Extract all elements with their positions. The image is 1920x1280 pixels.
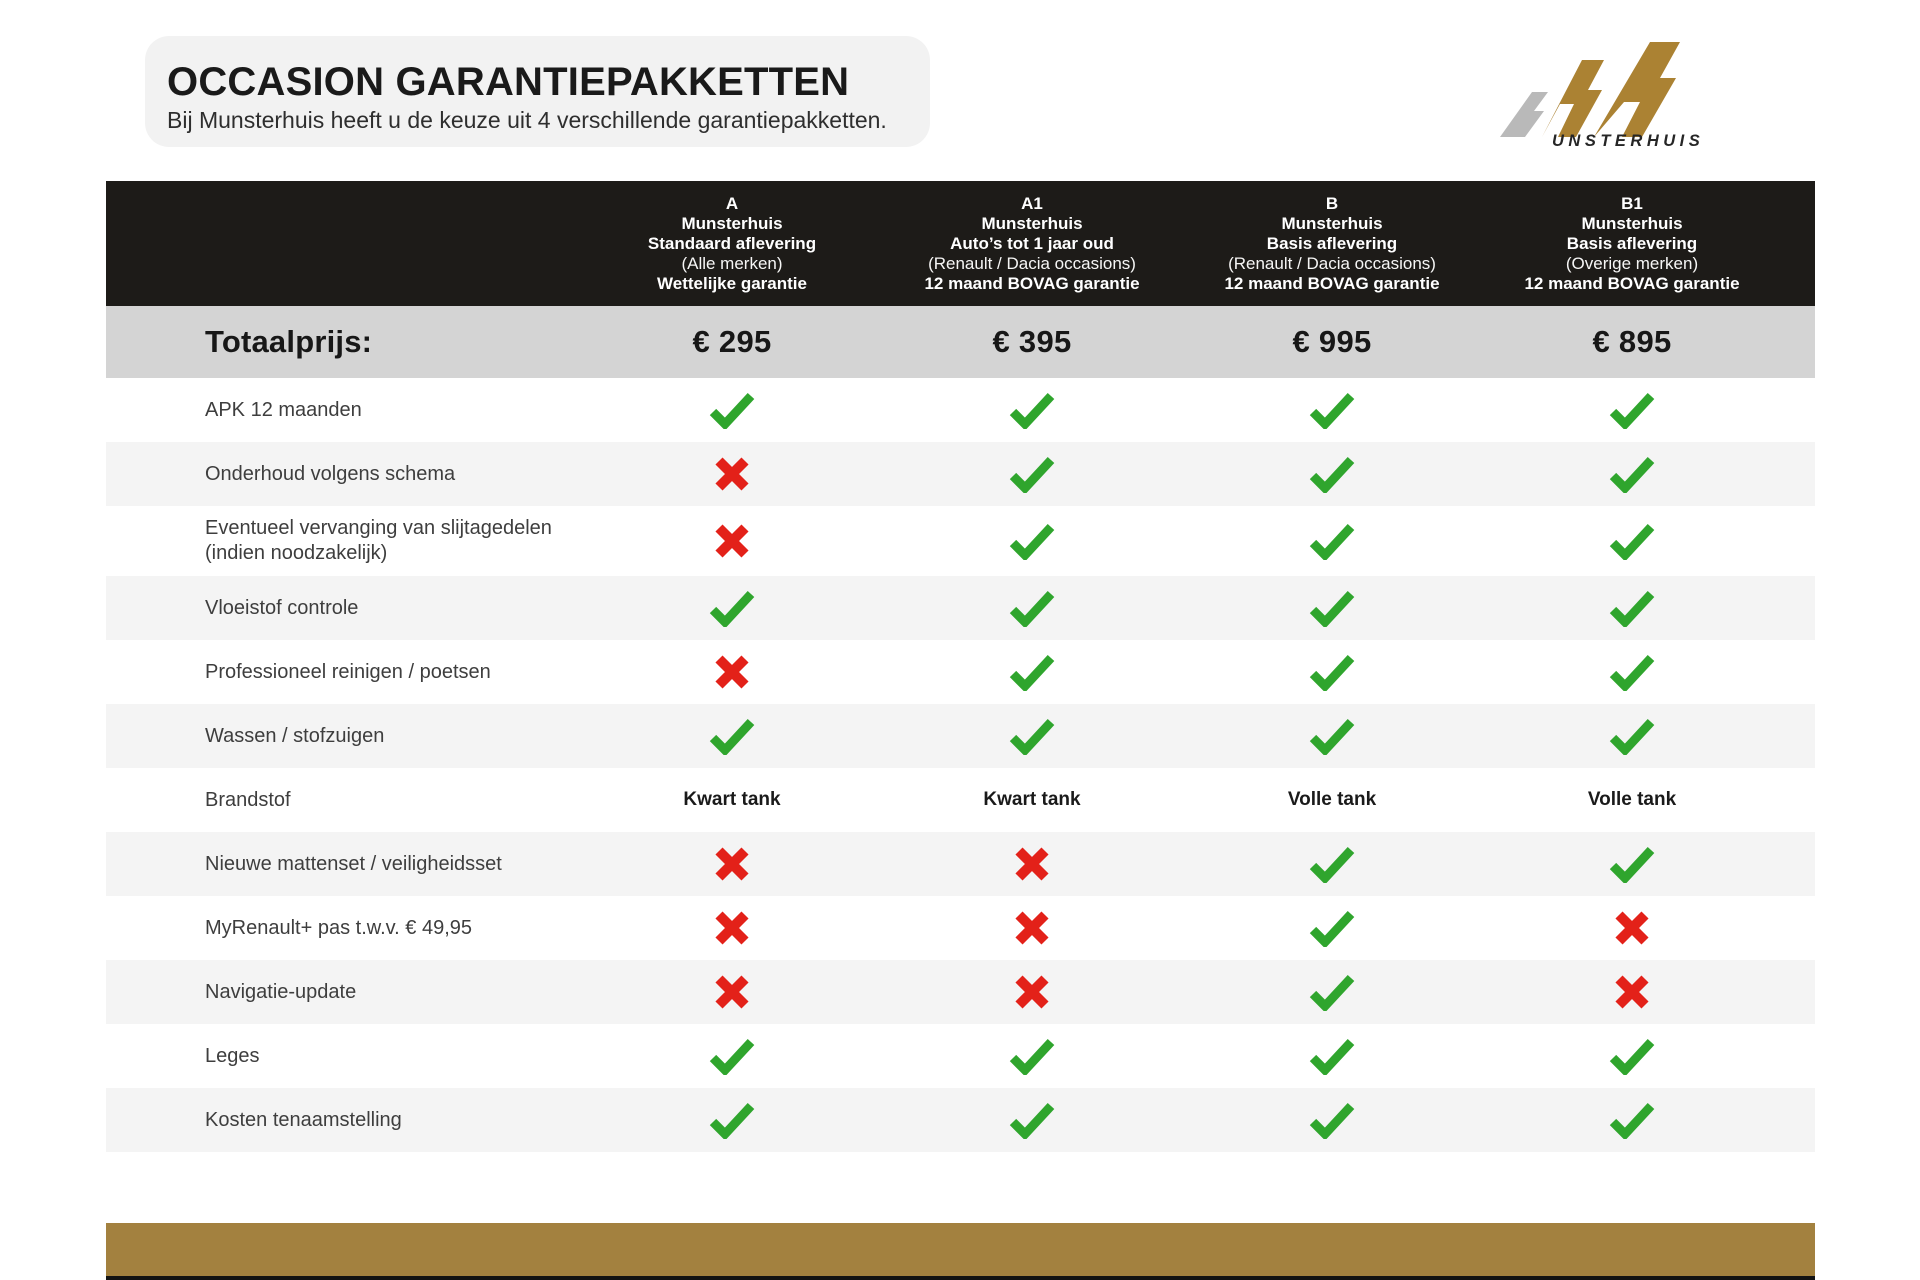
column-header-line: (Overige merken) <box>1565 253 1699 273</box>
feature-label: Vloeistof controle <box>205 596 359 619</box>
cross-icon <box>582 846 882 882</box>
column-header-line: Basis aflevering <box>1266 233 1398 253</box>
price-row-label: Totaalprijs: <box>205 324 373 359</box>
check-icon <box>1482 654 1782 691</box>
table-row <box>106 640 1815 704</box>
table-row <box>106 442 1815 506</box>
feature-label: Nieuwe mattenset / veiligheidsset <box>205 852 502 875</box>
table-row <box>106 832 1815 896</box>
table-row <box>106 768 1815 832</box>
cell-text: Volle tank <box>1587 789 1677 810</box>
cell-text: Kwart tank <box>683 789 781 810</box>
column-header-line: 12 maand BOVAG garantie <box>1524 273 1740 293</box>
check-icon <box>1482 590 1782 627</box>
check-icon <box>582 590 882 627</box>
feature-label: Brandstof <box>205 788 291 811</box>
cross-icon <box>1482 974 1782 1010</box>
check-icon <box>1482 1038 1782 1075</box>
check-icon <box>882 590 1182 627</box>
check-icon <box>882 718 1182 755</box>
cross-icon <box>882 974 1182 1010</box>
check-icon <box>1182 974 1482 1011</box>
table-row <box>106 896 1815 960</box>
column-header-line: (Alle merken) <box>681 253 783 273</box>
cross-icon <box>882 846 1182 882</box>
munsterhuis-logo <box>1490 40 1732 152</box>
check-icon <box>1182 456 1482 493</box>
check-icon <box>882 523 1182 560</box>
cell-text: Volle tank <box>1287 789 1377 810</box>
table-row <box>106 378 1815 442</box>
column-header-line: B1 <box>1621 193 1643 213</box>
footer-gold-bar <box>106 1223 1815 1276</box>
check-icon <box>1482 456 1782 493</box>
package-column-header <box>882 194 1182 294</box>
cross-icon <box>1482 910 1782 946</box>
check-icon <box>882 1102 1182 1139</box>
check-icon <box>1482 846 1782 883</box>
column-header-line: (Renault / Dacia occasions) <box>1228 253 1436 273</box>
check-icon <box>882 392 1182 429</box>
munsterhuis-logo-icon <box>1490 40 1732 152</box>
cell-text: Kwart tank <box>983 789 1081 810</box>
price-value: € 995 <box>1292 324 1372 359</box>
check-icon <box>1482 1102 1782 1139</box>
package-column-header <box>1482 194 1782 294</box>
table-row <box>106 1088 1815 1152</box>
price-value: € 895 <box>1592 324 1672 359</box>
column-header-line: B <box>1325 193 1339 213</box>
check-icon <box>582 1038 882 1075</box>
check-icon <box>582 718 882 755</box>
column-header-line: Munsterhuis <box>1281 213 1383 233</box>
column-header-line: Munsterhuis <box>681 213 783 233</box>
column-header-line: Auto’s tot 1 jaar oud <box>950 233 1114 253</box>
check-icon <box>1182 392 1482 429</box>
check-icon <box>882 456 1182 493</box>
cross-icon <box>882 910 1182 946</box>
table-row <box>106 704 1815 768</box>
check-icon <box>882 1038 1182 1075</box>
table-row <box>106 576 1815 640</box>
column-header-line: Munsterhuis <box>981 213 1083 233</box>
feature-label: Onderhoud volgens schema <box>205 462 456 485</box>
check-icon <box>582 1102 882 1139</box>
check-icon <box>1182 1102 1482 1139</box>
title-card <box>145 36 930 147</box>
cross-icon <box>582 523 882 559</box>
column-header-line: A1 <box>1021 193 1043 213</box>
feature-label: APK 12 maanden <box>205 398 362 421</box>
table-row <box>106 1024 1815 1088</box>
price-value: € 395 <box>992 324 1072 359</box>
cross-icon <box>582 974 882 1010</box>
package-column-header <box>582 194 882 294</box>
feature-label: Professioneel reinigen / poetsen <box>205 660 491 683</box>
column-header-line: (Renault / Dacia occasions) <box>928 253 1136 273</box>
check-icon <box>582 392 882 429</box>
feature-label: Eventueel vervanging van slijtagedelen (indien noodzakelijk) <box>106 516 582 566</box>
check-icon <box>1182 1038 1482 1075</box>
feature-label: Wassen / stofzuigen <box>205 724 385 747</box>
column-header-line: A <box>725 193 739 213</box>
cross-icon <box>582 456 882 492</box>
check-icon <box>882 654 1182 691</box>
footer-black-strip <box>106 1276 1815 1280</box>
package-column-header <box>1182 194 1482 294</box>
comparison-table <box>106 181 1815 1152</box>
column-header-line: 12 maand BOVAG garantie <box>924 273 1140 293</box>
feature-rows <box>106 378 1815 1152</box>
column-headers <box>106 181 1815 306</box>
check-icon <box>1482 718 1782 755</box>
column-header-line: Munsterhuis <box>1581 213 1683 233</box>
feature-label: MyRenault+ pas t.w.v. € 49,95 <box>205 916 473 939</box>
column-header-line: Standaard aflevering <box>647 233 817 253</box>
price-value: € 295 <box>692 324 772 359</box>
column-header-line: Basis aflevering <box>1566 233 1698 253</box>
check-icon <box>1182 590 1482 627</box>
page-subtitle: Bij Munsterhuis heeft u de keuze uit 4 verschillende garantiepakketten. <box>167 107 887 133</box>
feature-label: Kosten tenaamstelling <box>205 1108 402 1131</box>
logo-gold-bolt-right <box>1594 42 1680 137</box>
column-header-line: Wettelijke garantie <box>657 273 807 293</box>
check-icon <box>1482 392 1782 429</box>
cross-icon <box>582 654 882 690</box>
check-icon <box>1182 846 1482 883</box>
logo-wordmark: UNSTERHUIS <box>1552 132 1705 150</box>
table-row <box>106 960 1815 1024</box>
logo-gold-bolt-left <box>1542 60 1604 137</box>
logo-gray-bolt <box>1500 92 1548 137</box>
cross-icon <box>582 910 882 946</box>
feature-label-line2: (indien noodzakelijk) <box>205 542 388 564</box>
feature-label: Navigatie-update <box>205 980 357 1003</box>
table-row <box>106 506 1815 576</box>
page-title: OCCASION GARANTIEPAKKETTEN <box>167 60 850 104</box>
check-icon <box>1482 523 1782 560</box>
price-row <box>106 306 1815 378</box>
check-icon <box>1182 523 1482 560</box>
check-icon <box>1182 718 1482 755</box>
check-icon <box>1182 910 1482 947</box>
feature-label: Leges <box>205 1044 260 1067</box>
check-icon <box>1182 654 1482 691</box>
column-header-line: 12 maand BOVAG garantie <box>1224 273 1440 293</box>
